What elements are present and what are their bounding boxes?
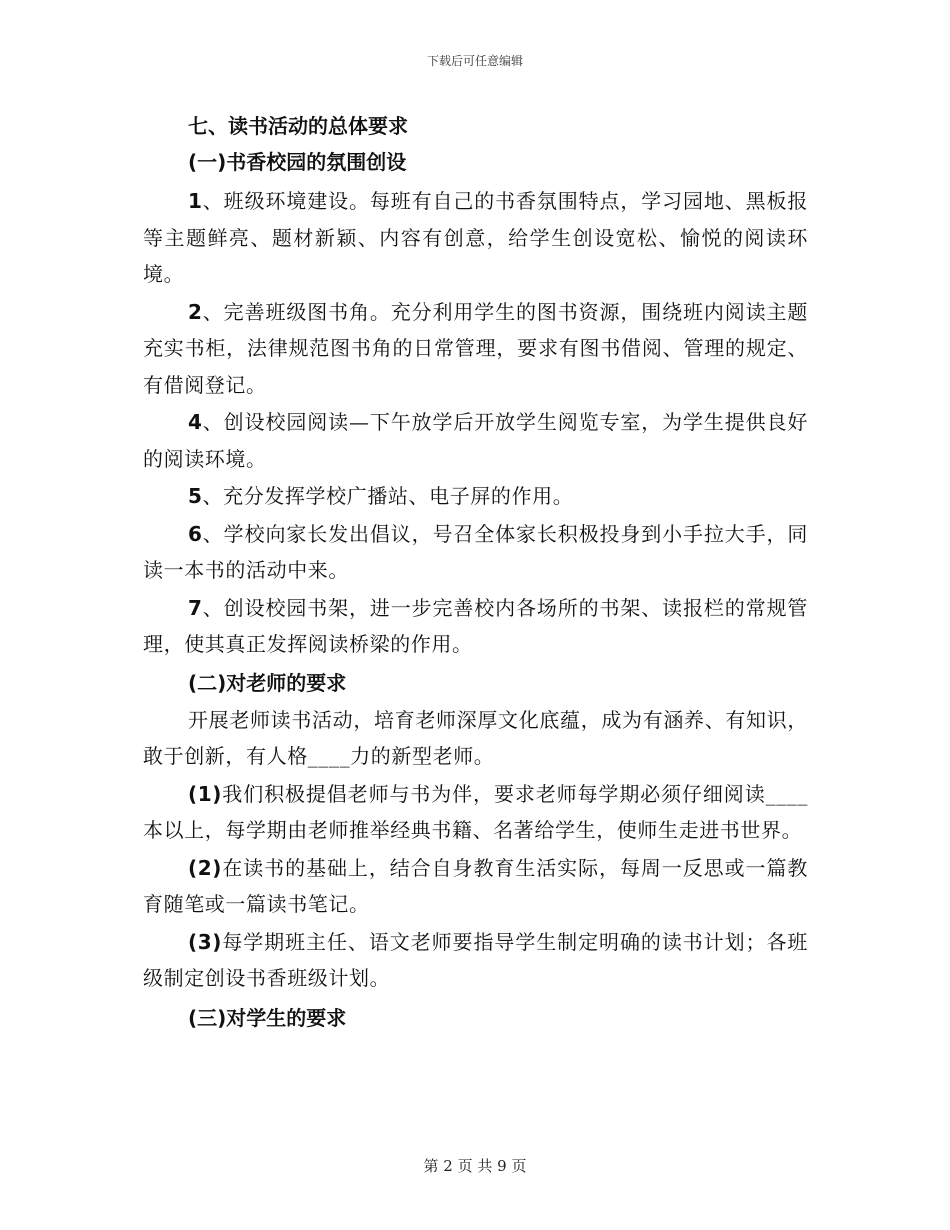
paragraph-text: 、创设校园书架，进一步完善校内各场所的书架、读报栏的常规管理，使其真正发挥阅读桥梁的作用。: [143, 595, 808, 656]
paragraph-text: 在读书的基础上，结合自身教育生活实际，每周一反思或一篇教育随笔或一篇读书笔记。: [143, 855, 808, 916]
paragraph-text: 我们积极提倡老师与书为伴，要求老师每学期必须仔细阅读____本以上，每学期由老师推举经典书籍、名著给学生，使师生走进书世界。: [143, 781, 808, 842]
item-number: 1: [188, 189, 203, 213]
item-number: (3): [188, 929, 222, 954]
paragraph-5: [143, 478, 808, 515]
item-number: 6: [188, 521, 203, 546]
item-number: 4: [188, 410, 203, 434]
item-number: (2): [188, 855, 222, 880]
paragraph-6: [143, 516, 808, 589]
subsection-title-2: (二)对老师的要求: [188, 670, 347, 695]
paragraph-text: 、班级环境建设。每班有自己的书香氛围特点，学习园地、黑板报等主题鲜亮、题材新颖、内容有创意，给学生创设宽松、愉悦的阅读环境。: [143, 189, 808, 286]
teacher-item-1: [143, 776, 808, 849]
section-title: 七、读书活动的总体要求: [188, 114, 408, 138]
item-number: 7: [188, 595, 203, 620]
page-number: 第 2 页 共 9 页: [423, 1157, 527, 1175]
subsection-title-3: (三)对学生的要求: [188, 1005, 347, 1030]
paragraph-4: [143, 404, 808, 477]
teacher-item-2: [143, 850, 808, 923]
paragraph-text: 、充分发挥学校广播站、电子屏的作用。: [202, 484, 574, 508]
paragraph-2: [143, 294, 808, 404]
subsection-title-1: (一)书香校园的氛围创设: [188, 150, 407, 174]
paragraph-text: 、完善班级图书角。充分利用学生的图书资源，围绕班内阅读主题充实书柜，法律规范图书角的日常管理，要求有图书借阅、管理的规定、有借阅登记。: [143, 299, 808, 397]
item-number: (1): [188, 781, 222, 806]
paragraph-text: 、创设校园阅读—下午放学后开放学生阅览专室，为学生提供良好的阅读环境。: [143, 410, 808, 471]
header-note: 下载后可任意编辑: [426, 54, 523, 68]
item-number: 5: [188, 484, 203, 508]
paragraph-7: [143, 590, 808, 663]
teacher-intro: 开展老师读书活动，培育老师深厚文化底蕴，成为有涵养、有知识，敢于创新，有人格____力的新型老师。: [143, 707, 808, 768]
item-number: 2: [188, 299, 203, 324]
paragraph-text: 、学校向家长发出倡议，号召全体家长积极投身到小手拉大手，同读一本书的活动中来。: [143, 521, 808, 582]
teacher-item-3: [143, 924, 808, 997]
paragraph-1: [143, 183, 808, 293]
paragraph-text: 每学期班主任、语文老师要指导学生制定明确的读书计划；各班级制定创设书香班级计划。: [143, 929, 808, 990]
document-body: [143, 108, 808, 1036]
